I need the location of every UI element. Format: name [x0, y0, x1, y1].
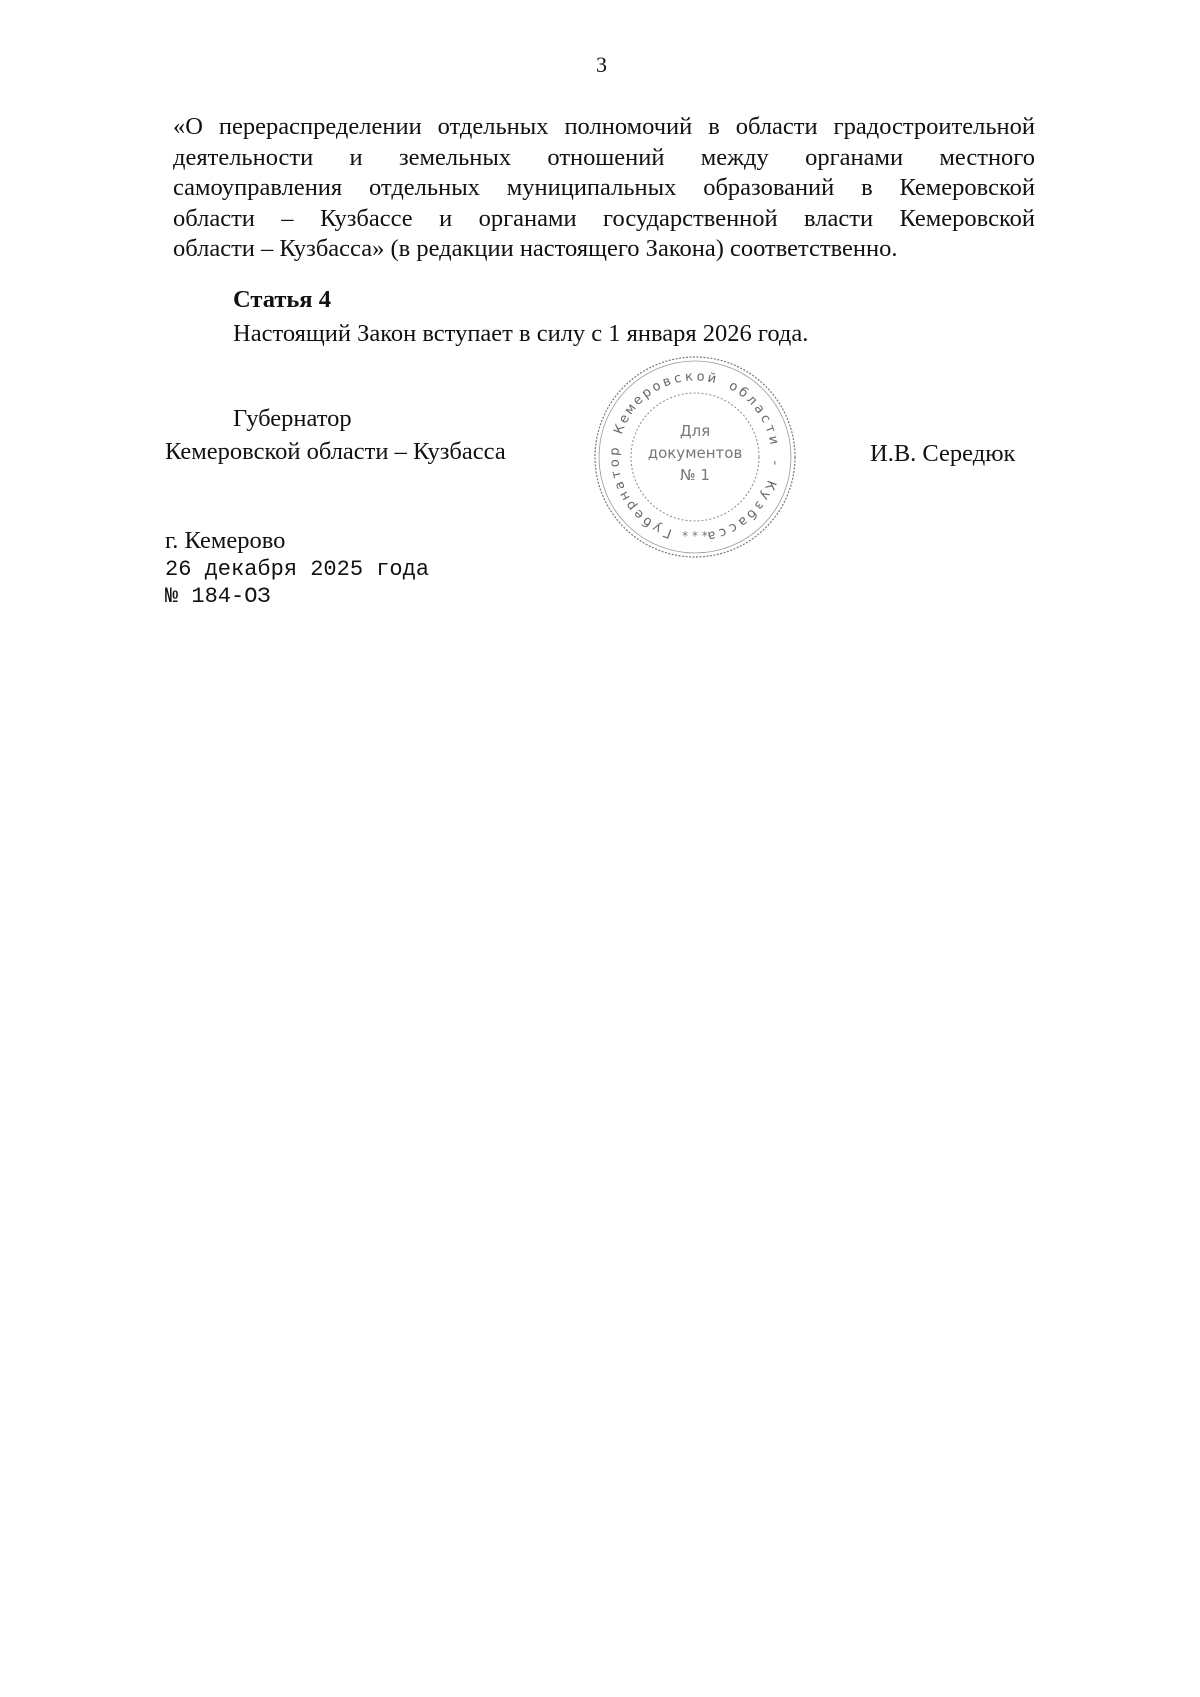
seal-ring-glyph: р	[607, 447, 623, 457]
article-heading: Статья 4	[233, 286, 331, 313]
seal-ring-glyph: б	[639, 512, 656, 530]
seal-ring-glyph: в	[660, 373, 674, 391]
seal-ring-glyph: К	[611, 422, 629, 437]
paragraph-line: области – Кузбассе и органами государственной власти Кемеровской	[173, 204, 1035, 232]
body-paragraph	[173, 112, 1035, 265]
seal-ring-glyph: м	[621, 400, 640, 418]
seal-ring-glyph: о	[726, 378, 741, 396]
seal-ring-glyph: б	[735, 384, 751, 402]
seal-ring-glyph: с	[716, 523, 729, 541]
signatory-title: Губернатор	[233, 405, 352, 432]
seal-ring-glyph: К	[761, 478, 779, 493]
seal-ring-glyph: с	[726, 519, 740, 536]
seal-ring-glyph: е	[616, 411, 634, 427]
seal-ring-glyph: у	[650, 519, 665, 536]
seal-ring-glyph: и	[764, 434, 782, 446]
page-number: 3	[596, 52, 607, 77]
paragraph-line: деятельности и земельных отношений между органами местного	[173, 143, 1035, 171]
seal-ring-glyph: Г	[661, 523, 674, 541]
seal-ring-glyph: л	[743, 392, 760, 409]
article-text: Настоящий Закон вступает в силу с 1 января 2026 года.	[233, 320, 809, 347]
seal-ring-glyph: т	[608, 469, 626, 480]
law-number: № 184-ОЗ	[165, 584, 271, 609]
seal-ring-glyph: а	[735, 512, 751, 530]
paragraph-line: области – Кузбасса» (в редакции настоящего Закона) соответственно.	[173, 235, 898, 262]
seal-ring-glyph: з	[750, 497, 767, 513]
seal-ring-glyph: о	[696, 369, 706, 385]
seal-ring-glyph: й	[706, 370, 718, 388]
seal-ring-glyph: о	[649, 378, 664, 396]
paragraph-line: «О перераспределении отдельных полномочий в области градостроительной	[173, 113, 1035, 140]
seal-ring-glyph: е	[630, 392, 647, 409]
seal-ring-glyph: р	[622, 497, 640, 514]
seal-center-line: Для	[679, 422, 711, 440]
paragraph-line: самоуправления отдельных муниципальных образований в Кемеровской	[173, 174, 1035, 201]
seal-center-line: документов	[647, 444, 743, 462]
seal-ring-glyph: о	[607, 458, 623, 468]
official-seal	[590, 352, 800, 562]
seal-ring-glyph: б	[743, 505, 760, 522]
seal-ring-glyph: у	[756, 488, 774, 503]
seal-ring-glyph: т	[761, 422, 779, 436]
law-date: 26 декабря 2025 года	[165, 557, 430, 582]
seal-stars: * * *	[682, 529, 708, 543]
city: г. Кемерово	[165, 527, 286, 554]
signatory-region: Кемеровской области – Кузбасса	[165, 438, 506, 465]
seal-ring-glyph: а	[750, 401, 768, 417]
seal-center-line: № 1	[680, 466, 710, 484]
seal-ring-glyph: с	[672, 370, 683, 387]
seal-ring-glyph: к	[684, 369, 694, 385]
seal-ring-glyph: а	[611, 479, 629, 492]
seal-ring-glyph: р	[639, 384, 655, 402]
seal-ring-glyph: е	[630, 505, 647, 523]
seal-ring-glyph: -	[767, 460, 783, 466]
seal-ring-glyph: н	[616, 488, 634, 504]
seal-ring-glyph: а	[706, 527, 718, 544]
signatory-name: И.В. Середюк	[870, 440, 1016, 467]
seal-ring-glyph: с	[756, 411, 774, 426]
